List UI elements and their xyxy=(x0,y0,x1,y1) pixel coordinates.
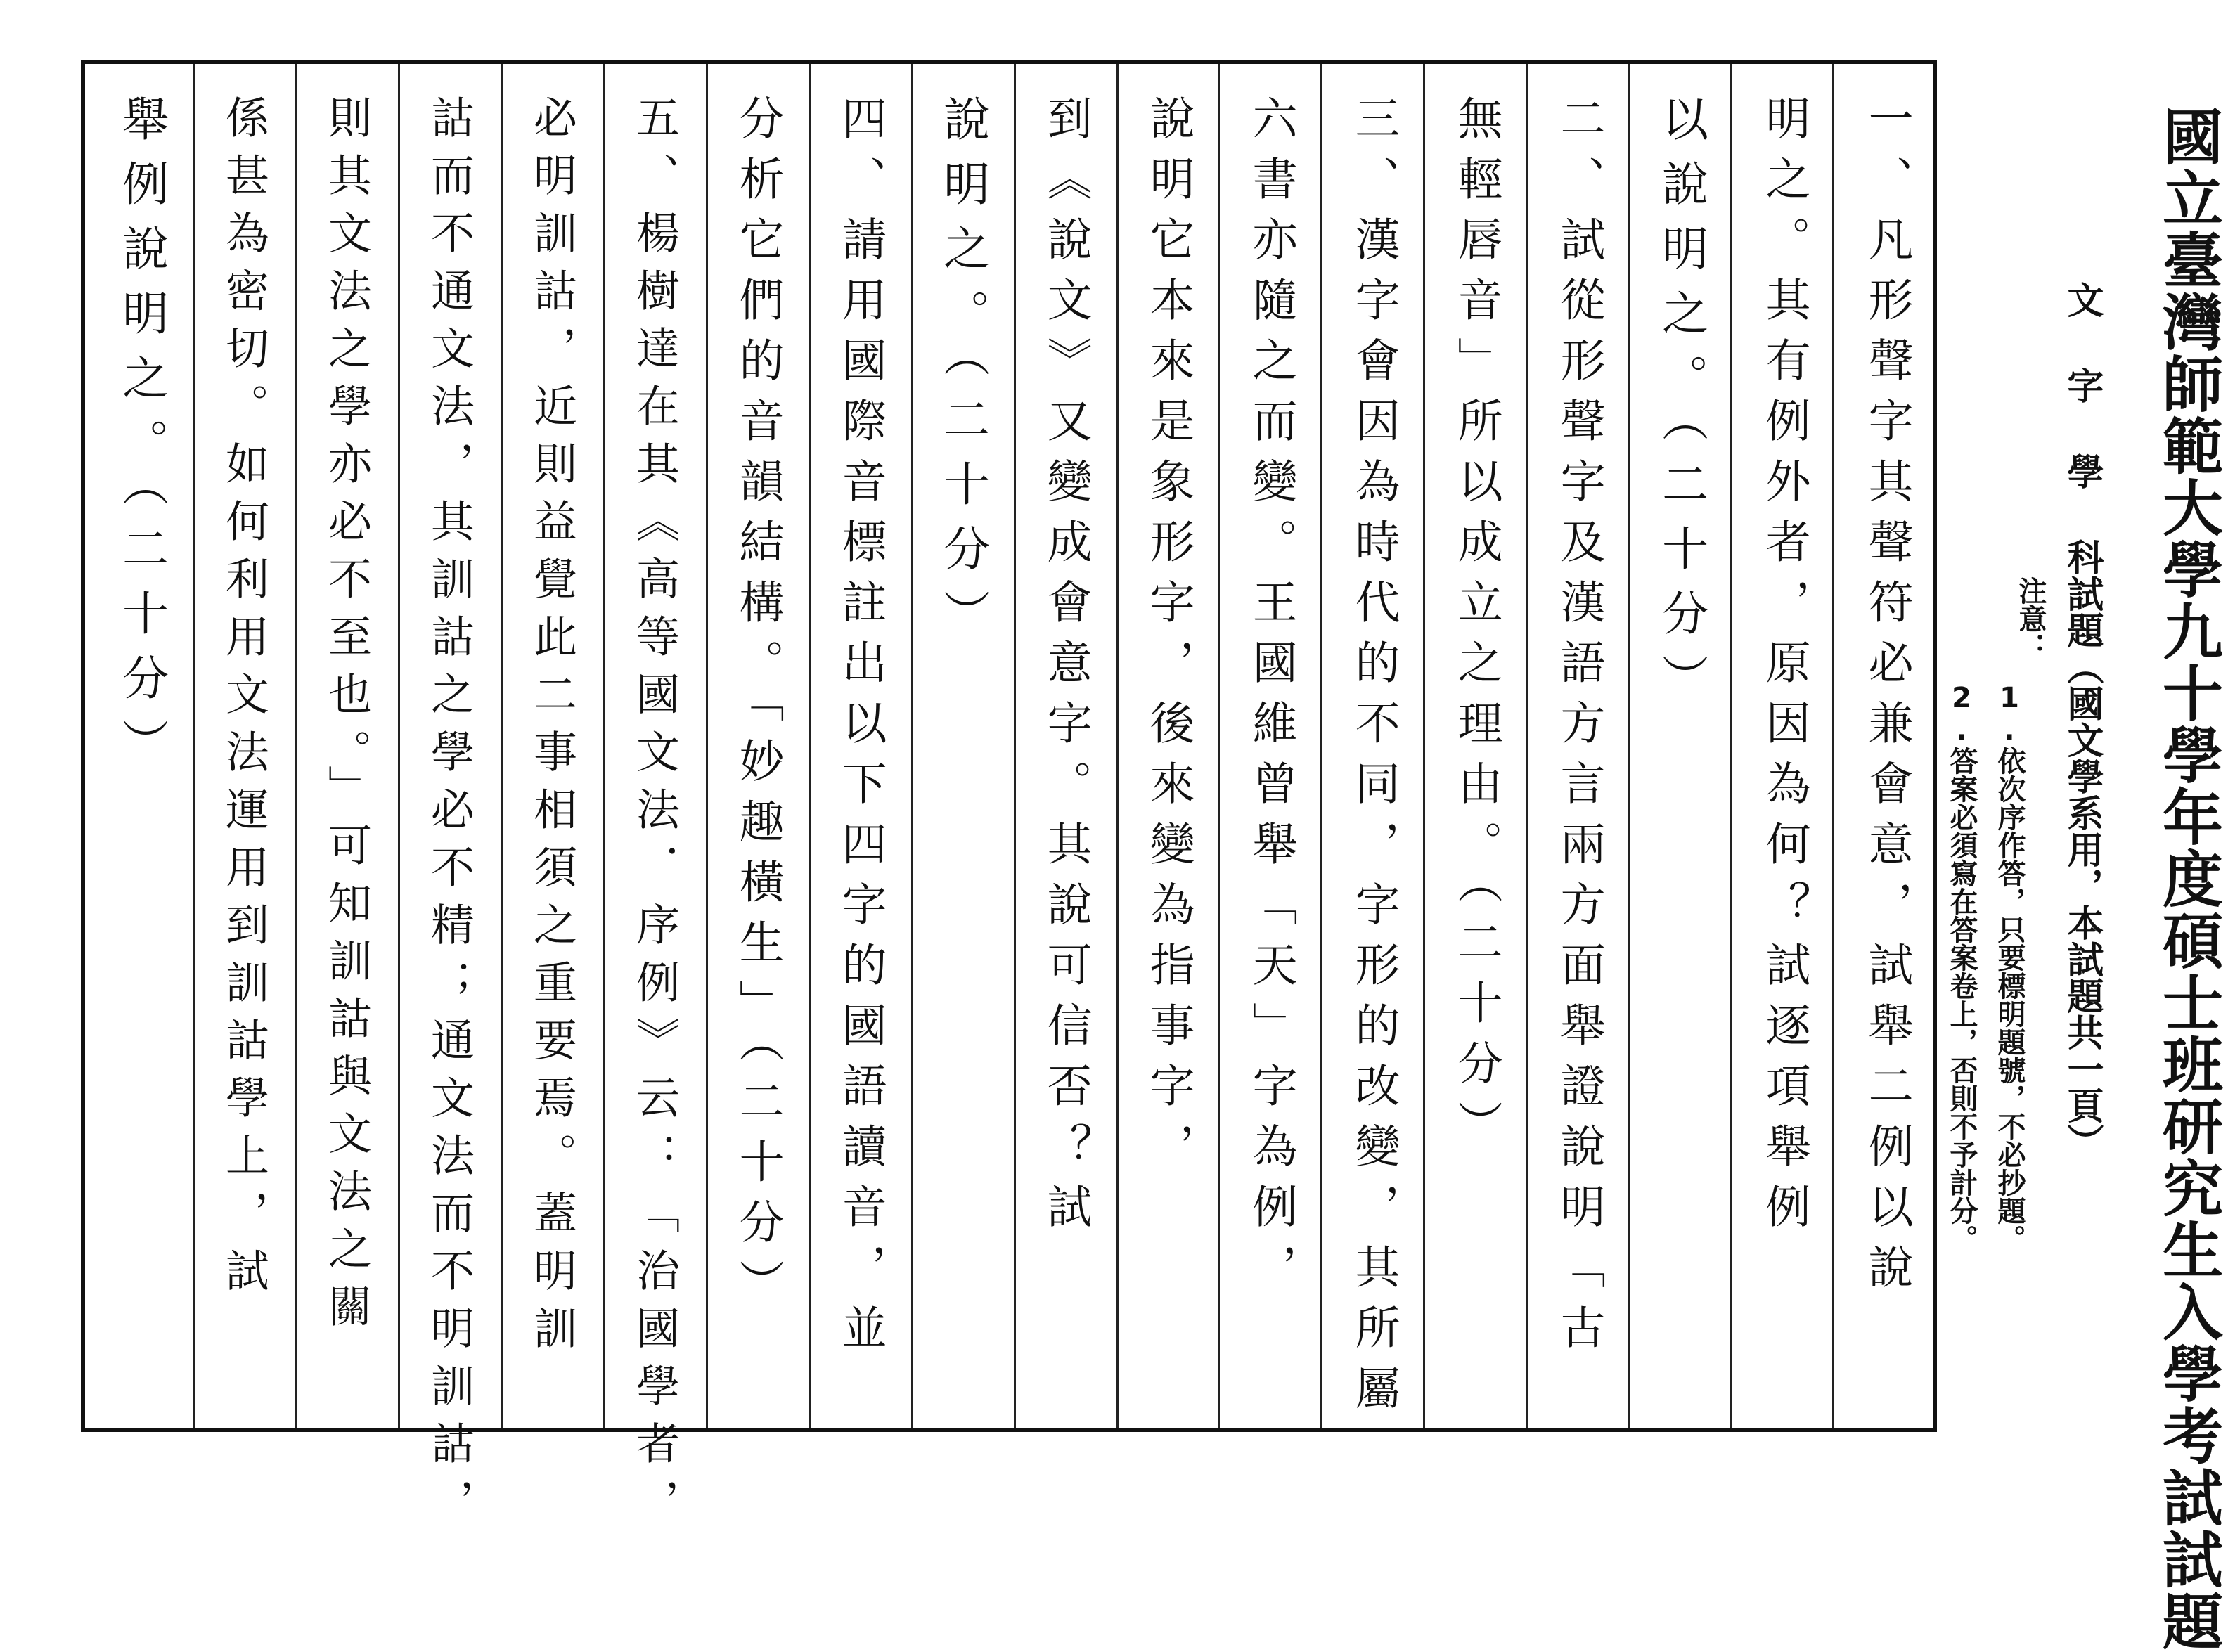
column-divider xyxy=(1526,64,1528,1428)
question-3-line-5: 說明之。（二十分） xyxy=(935,95,990,654)
subject-detail: 科試題（國文學系用，本試題共一頁） xyxy=(2061,538,2103,1160)
notes-label: 注意： xyxy=(2014,576,2047,661)
subject-char-1: 文 xyxy=(2061,281,2103,318)
column-divider xyxy=(1832,64,1834,1428)
question-1-line-2: 明之。其有例外者，原因為何？試逐項舉例 xyxy=(1758,95,1810,1244)
column-divider xyxy=(809,64,811,1428)
column-divider xyxy=(398,64,400,1428)
exam-title: 國立臺灣師範大學九十學年度碩士班研究生入學考試試題 xyxy=(2152,105,2222,1652)
question-3-line-4: 到《說文》又變成會意字。其說可信否？試 xyxy=(1039,95,1092,1244)
column-divider xyxy=(1320,64,1322,1428)
column-divider xyxy=(501,64,503,1428)
column-divider xyxy=(603,64,605,1428)
note-1: 1.依次序作答，只要標明題號，不必抄題。 xyxy=(1993,682,2026,1253)
question-2-line-1: 二、試從形聲字及漢語方言兩方面舉證說明「古 xyxy=(1552,95,1605,1364)
column-divider xyxy=(1628,64,1630,1428)
question-1-line-1: 一、凡形聲字其聲符必兼會意，試舉二例以說 xyxy=(1860,95,1913,1304)
question-4-line-2: 分析它們的音韻結構。「妙趣橫生」（二十分） xyxy=(731,95,784,1319)
column-divider xyxy=(1116,64,1119,1428)
question-3-line-1: 三、漢字會因為時代的不同，字形的改變，其所屬 xyxy=(1347,95,1400,1425)
question-3-line-2: 六書亦隨之而變。王國維曾舉「天」字為例， xyxy=(1244,95,1297,1304)
column-divider xyxy=(1014,64,1016,1428)
column-divider xyxy=(1730,64,1732,1428)
question-5-line-6: 舉例說明之。（二十分） xyxy=(114,95,169,783)
column-divider xyxy=(295,64,297,1428)
column-divider xyxy=(706,64,708,1428)
question-3-line-3: 說明它本來是象形字，後來變為指事字， xyxy=(1142,95,1195,1183)
question-5-line-4: 則其文法之學亦必不至也。」可知訓詁與文法之關 xyxy=(321,95,373,1341)
column-divider xyxy=(193,64,195,1428)
question-5-line-3: 詁而不通文法，其訓詁之學必不精；通文法而不明訓詁， xyxy=(423,95,475,1536)
note-2: 2.答案必須寫在答案卷上，否則不予計分。 xyxy=(1945,682,1978,1253)
subject-line xyxy=(2061,281,2103,1160)
subject-char-2: 字 xyxy=(2061,367,2103,404)
question-5-line-2: 必明訓詁，近則益覺此二事相須之重要焉。蓋明訓 xyxy=(526,95,578,1363)
question-1-line-3: 以說明之。（二十分） xyxy=(1654,95,1708,718)
column-divider xyxy=(1423,64,1425,1428)
subject-char-3: 學 xyxy=(2061,453,2103,489)
question-5-line-5: 係甚為密切。如何利用文法運用到訓詁學上，試 xyxy=(218,95,270,1305)
question-2-line-2: 無輕唇音」所以成立之理由。（二十分） xyxy=(1450,95,1502,1161)
question-5-line-1: 五、楊樹達在其《高等國文法．序例》云：「治國學者， xyxy=(629,95,681,1536)
question-4-line-1: 四、請用國際音標註出以下四字的國語讀音，並 xyxy=(834,95,887,1364)
column-divider xyxy=(911,64,913,1428)
column-divider xyxy=(1218,64,1220,1428)
